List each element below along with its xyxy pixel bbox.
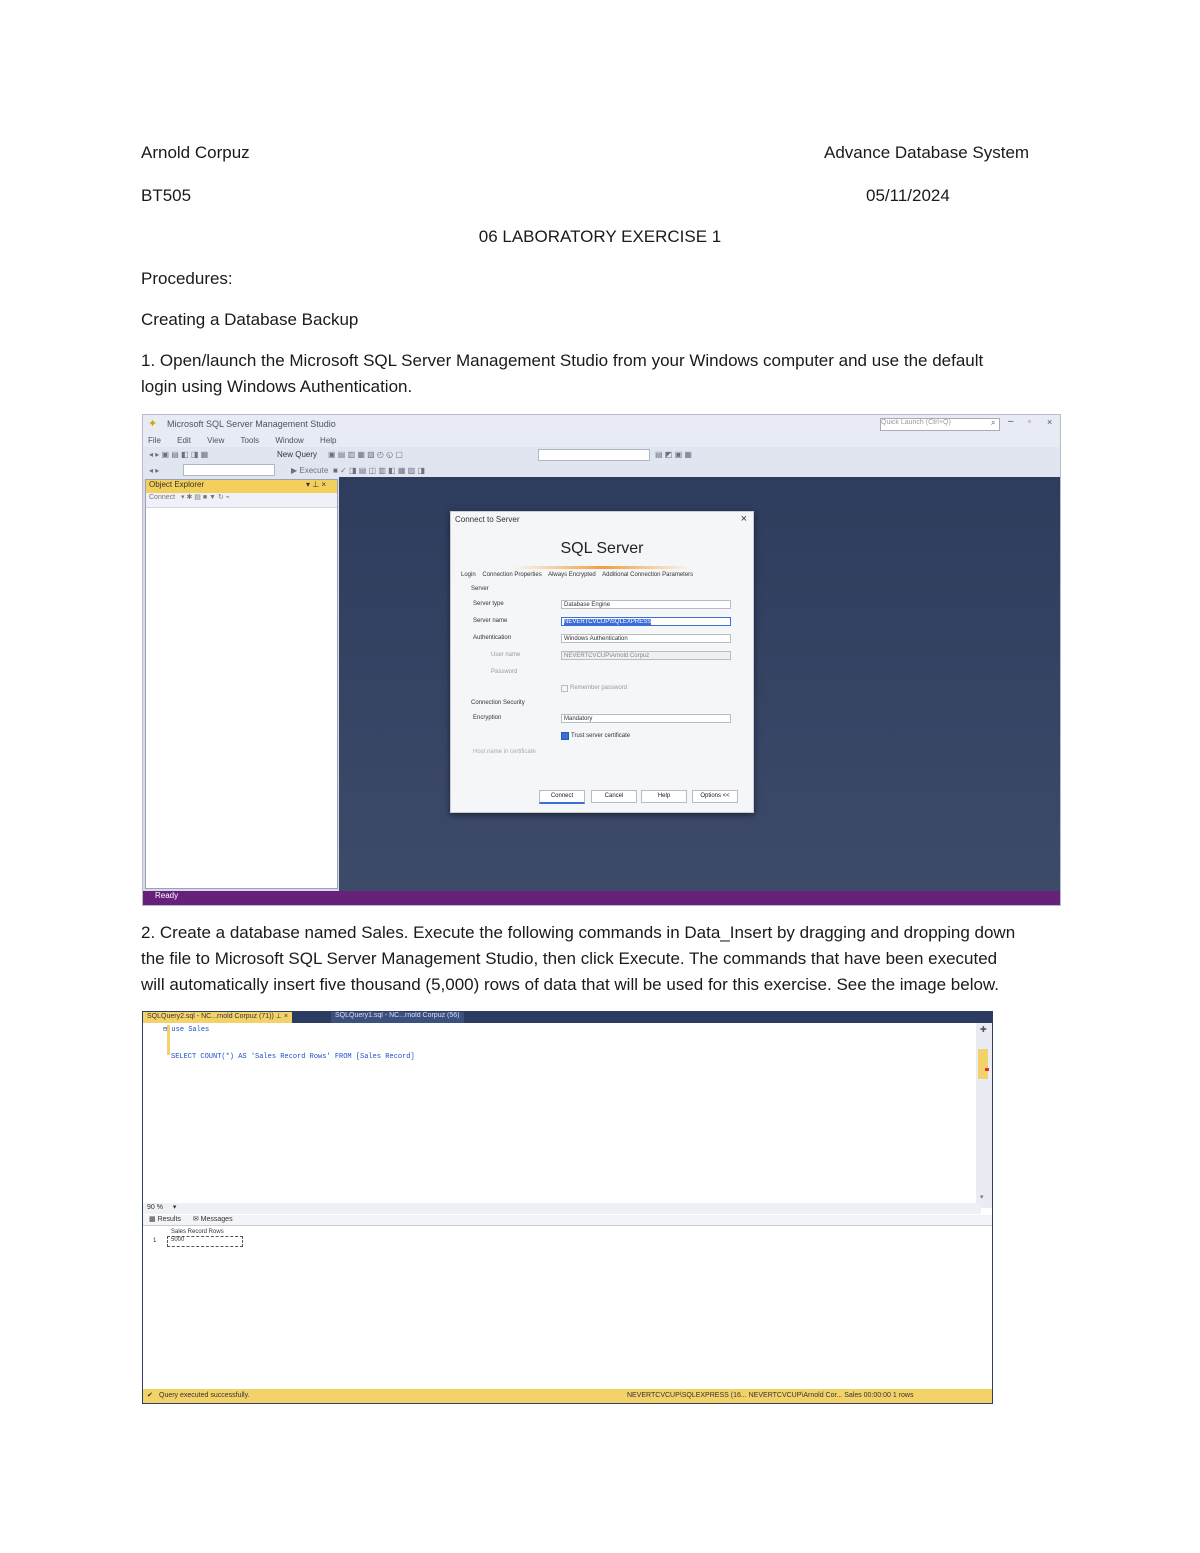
ssms-titlebar xyxy=(143,415,1060,433)
connect-to-server-dialog xyxy=(450,511,754,813)
menu-help[interactable]: Help xyxy=(320,436,337,445)
connect-button[interactable]: Connect xyxy=(149,494,176,501)
pin-icon[interactable]: ▾ ⊥ × xyxy=(306,480,327,489)
host-name-label: Host name in certificate xyxy=(473,749,536,755)
help-dialog-button[interactable]: Help xyxy=(641,790,687,803)
zoom-level[interactable]: 90 % xyxy=(147,1204,163,1211)
toolbar-icons-4[interactable]: ◂ ▸ xyxy=(149,466,160,475)
zoom-dropdown-icon[interactable]: ▾ xyxy=(172,1204,177,1211)
quick-launch-input[interactable]: Quick Launch (Ctrl+Q) xyxy=(880,418,1000,431)
options-dialog-button[interactable]: Options << xyxy=(692,790,738,803)
status-ready: Ready xyxy=(155,891,179,900)
zoom-bar xyxy=(143,1203,981,1214)
query-status-text: Query executed successfully. xyxy=(159,1392,250,1399)
host-name-row xyxy=(473,748,735,758)
ssms-logo-icon: ✦ xyxy=(148,418,158,430)
document-title: 06 LABORATORY EXERCISE 1 xyxy=(478,227,722,246)
server-name-label: Server name xyxy=(473,618,508,624)
encryption-select[interactable]: Mandatory xyxy=(561,714,731,723)
results-tabs xyxy=(143,1215,992,1226)
standard-toolbar xyxy=(143,447,1060,463)
procedures-label: Procedures: xyxy=(141,269,233,288)
menu-view[interactable]: View xyxy=(207,436,225,445)
menu-edit[interactable]: Edit xyxy=(177,436,191,445)
ssms-statusbar xyxy=(143,891,1060,905)
scroll-thumb[interactable] xyxy=(978,1049,988,1079)
restore-icon[interactable]: ▫ xyxy=(1028,417,1031,426)
toolbar-icons-3[interactable]: ▤ ◩ ▣ ▦ xyxy=(655,450,692,459)
server-section-label: Server xyxy=(471,586,489,592)
server-type-select[interactable]: Database Engine xyxy=(561,600,731,609)
connect-dialog-button[interactable]: Connect xyxy=(539,790,585,804)
authentication-row xyxy=(473,634,735,644)
server-type-row xyxy=(473,600,735,610)
new-query-button[interactable]: New Query xyxy=(277,450,318,459)
editor-scrollbar[interactable] xyxy=(976,1023,992,1208)
menu-tools[interactable]: Tools xyxy=(240,436,260,445)
remember-password-checkbox[interactable] xyxy=(561,685,568,692)
filter-icons[interactable]: ▾ ✱ ▤ ■ ▼ ↻ ⌁ xyxy=(181,494,230,501)
object-explorer-title: Object Explorer xyxy=(149,480,205,489)
code-line-use: ⊟ use Sales xyxy=(163,1026,210,1034)
object-explorer-toolbar xyxy=(146,493,337,508)
dialog-title: Connect to Server xyxy=(455,515,520,524)
code-line-select: SELECT COUNT(*) AS 'Sales Record Rows' FROM [Sales Record] xyxy=(171,1053,415,1061)
toolbar-icons-5[interactable]: ■ ✓ ◨ ▤ ◫ ▥ ◧ ▦ ▧ ◨ xyxy=(333,466,426,475)
section-heading: Creating a Database Backup xyxy=(141,310,359,329)
remember-password-label: Remember password xyxy=(570,685,628,691)
server-name-input[interactable]: NEVERTCVCUP\SQLEXPRESS xyxy=(561,617,731,626)
tab-messages[interactable]: ✉ Messages xyxy=(192,1216,233,1223)
menu-window[interactable]: Window xyxy=(275,436,304,445)
tab-sqlquery1[interactable]: SQLQuery1.sql - NC...rnold Corpuz (56) xyxy=(331,1012,464,1023)
ssms-menubar xyxy=(143,433,1060,447)
database-dropdown[interactable] xyxy=(183,464,275,476)
encryption-label: Encryption xyxy=(473,715,502,721)
dialog-close-icon[interactable]: × xyxy=(740,513,747,525)
tab-results[interactable]: ▦ Results xyxy=(149,1216,181,1223)
step2-line2: the file to Microsoft SQL Server Management Studio, then click Execute. The commands that have been executed xyxy=(141,949,998,968)
execute-button[interactable]: ▶ Execute xyxy=(291,466,329,475)
tab-always-encrypted[interactable]: Always Encrypted xyxy=(548,572,596,578)
result-cell[interactable]: 5000 xyxy=(167,1236,243,1247)
password-label: Password xyxy=(491,669,518,675)
server-name-row xyxy=(473,617,735,627)
dialog-tabs xyxy=(461,572,698,578)
author-name: Arnold Corpuz xyxy=(141,143,250,162)
query-result-screenshot xyxy=(142,1011,993,1404)
dialog-brand: SQL Server xyxy=(560,540,644,557)
connection-info: NEVERTCVCUP\SQLEXPRESS (16... NEVERTCVCUP\Arnold Cor... Sales 00:00:00 1 rows xyxy=(627,1392,914,1399)
brand-accent-bar xyxy=(513,566,693,569)
trust-certificate-row xyxy=(473,732,735,742)
password-row xyxy=(473,668,735,678)
username-row xyxy=(473,651,735,661)
submission-date: 05/11/2024 xyxy=(866,186,950,205)
results-grid xyxy=(143,1226,992,1389)
split-icon[interactable]: ✚ xyxy=(980,1025,987,1034)
cancel-dialog-button[interactable]: Cancel xyxy=(591,790,637,803)
remember-password-row xyxy=(473,684,735,694)
tab-additional-parameters[interactable]: Additional Connection Parameters xyxy=(602,572,694,578)
success-icon: ✔ xyxy=(147,1392,153,1399)
course-name: Advance Database System xyxy=(824,143,1030,162)
section-code: BT505 xyxy=(141,186,192,205)
username-select[interactable]: NEVERTCVCUP\Arnold Corpuz xyxy=(561,651,731,660)
authentication-label: Authentication xyxy=(473,635,512,641)
row-number: 1 xyxy=(153,1238,157,1244)
query-statusbar xyxy=(143,1389,992,1403)
toolbar-icons-2[interactable]: ▣ ▤ ▥ ▦ ▧ ◴ ◵ ▢ xyxy=(328,450,403,459)
column-header: Sales Record Rows xyxy=(171,1229,224,1235)
ssms-connect-screenshot xyxy=(142,414,1061,906)
scroll-marker xyxy=(985,1068,989,1071)
tab-sqlquery2[interactable]: SQLQuery2.sql - NC...rnold Corpuz (71)) ⊥ × xyxy=(143,1012,292,1023)
step1-line1: 1. Open/launch the Microsoft SQL Server Management Studio from your Windows computer and use the default xyxy=(141,351,984,370)
scroll-down-icon[interactable]: ▾ xyxy=(980,1194,984,1201)
trust-certificate-checkbox[interactable] xyxy=(561,732,569,740)
solution-dropdown[interactable] xyxy=(538,449,650,461)
encryption-row xyxy=(473,714,735,724)
trust-certificate-label: Trust server certificate xyxy=(571,733,631,739)
step1-line2: login using Windows Authentication. xyxy=(141,377,413,396)
ssms-window-title: Microsoft SQL Server Management Studio xyxy=(167,419,336,429)
menu-file[interactable]: File xyxy=(148,436,161,445)
object-explorer-header xyxy=(146,480,337,493)
search-icon[interactable]: ⌕ xyxy=(991,418,996,427)
query-editor[interactable] xyxy=(143,1023,981,1203)
connection-security-label: Connection Security xyxy=(471,700,525,706)
server-type-label: Server type xyxy=(473,601,504,607)
step2-line3: will automatically insert five thousand (5,000) rows of data that will be used for this exercise. See the image below. xyxy=(141,975,999,994)
tab-connection-properties[interactable]: Connection Properties xyxy=(482,572,542,578)
close-icon[interactable]: × xyxy=(1047,417,1053,427)
username-label: User name xyxy=(491,652,521,658)
object-explorer-panel xyxy=(145,479,338,889)
authentication-select[interactable]: Windows Authentication xyxy=(561,634,731,643)
toolbar-icons[interactable]: ◂ ▸ ▣ ▤ ◧ ◨ ▦ xyxy=(149,450,209,459)
minimize-icon[interactable]: – xyxy=(1008,416,1014,427)
tab-login[interactable]: Login xyxy=(461,572,476,578)
step2-line1: 2. Create a database named Sales. Execute the following commands in Data_Insert by dragging and dropping down xyxy=(141,923,1016,942)
query-tabstrip xyxy=(143,1012,992,1023)
